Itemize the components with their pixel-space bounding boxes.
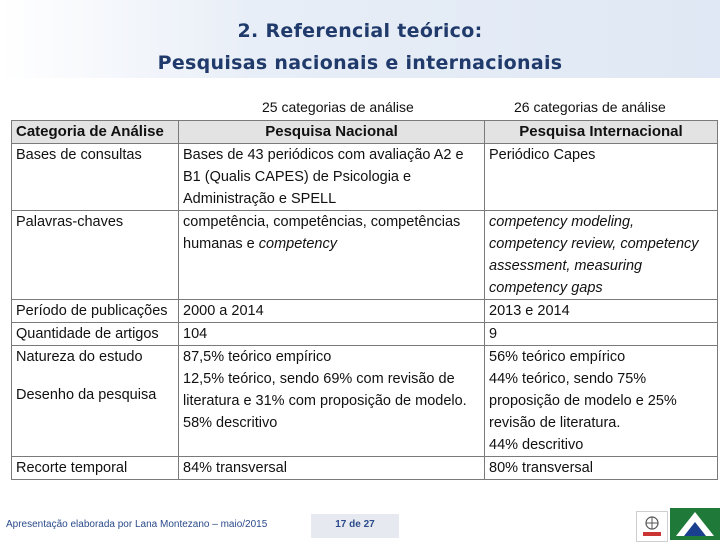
table-row	[12, 323, 718, 346]
table-row	[12, 211, 718, 300]
header-category: Categoria de Análise	[12, 121, 179, 144]
row-national: 84% transversal	[179, 457, 485, 480]
row-national	[179, 346, 485, 457]
row-national	[179, 211, 485, 300]
category-design: Desenho da pesquisa	[16, 387, 157, 403]
row-category: Palavras-chaves	[12, 211, 179, 300]
university-seal-icon	[636, 511, 668, 542]
slide-title-line1: 2. Referencial teórico:	[237, 20, 483, 42]
row-international: 2013 e 2014	[485, 300, 718, 323]
national-nature-line1: 87,5% teórico empírico	[183, 349, 332, 365]
slide-title-line2: Pesquisas nacionais e internacionais	[157, 52, 563, 74]
header-international: Pesquisa Internacional	[485, 121, 718, 144]
national-keyword-italic: competency	[258, 236, 337, 252]
row-international: 80% transversal	[485, 457, 718, 480]
international-nature-line2: 44% teórico, sendo 75% proposição de modelo e 25% revisão de literatura.	[489, 371, 677, 431]
row-category	[12, 346, 179, 457]
table-row	[12, 300, 718, 323]
table-row	[12, 457, 718, 480]
comparison-table	[11, 120, 718, 480]
row-national: 104	[179, 323, 485, 346]
table-header-row	[12, 121, 718, 144]
category-nature: Natureza do estudo	[16, 349, 143, 365]
national-nature-line2: 12,5% teórico, sendo 69% com revisão de literatura e 31% com proposição de modelo.	[183, 371, 467, 409]
unb-logo-icon	[670, 508, 720, 540]
row-international: competency modeling, competency review, competency assessment, measuring competency gaps	[485, 211, 718, 300]
international-nature-line1: 56% teórico empírico	[489, 349, 626, 365]
row-national: Bases de 43 periódicos com avaliação A2 e B1 (Qualis CAPES) de Psicologia e Administração e SPELL	[179, 144, 485, 211]
row-category: Período de publicações	[12, 300, 179, 323]
row-national: 2000 a 2014	[179, 300, 485, 323]
national-design: 58% descritivo	[183, 415, 278, 431]
row-category: Bases de consultas	[12, 144, 179, 211]
table-row	[12, 346, 718, 457]
page-number: 17 de 27	[311, 514, 399, 538]
row-international: 9	[485, 323, 718, 346]
row-category: Quantidade de artigos	[12, 323, 179, 346]
international-category-count: 26 categorias de análise	[514, 99, 666, 115]
national-category-count: 25 categorias de análise	[262, 99, 414, 115]
footer-credit: Apresentação elaborada por Lana Montezano – maio/2015	[6, 519, 268, 530]
header-national: Pesquisa Nacional	[179, 121, 485, 144]
spacer	[16, 368, 174, 384]
table-row	[12, 144, 718, 211]
row-category: Recorte temporal	[12, 457, 179, 480]
row-international: Periódico Capes	[485, 144, 718, 211]
international-design: 44% descritivo	[489, 437, 584, 453]
national-keywords: competência, competências, competências humanas e	[183, 214, 461, 252]
row-international	[485, 346, 718, 457]
